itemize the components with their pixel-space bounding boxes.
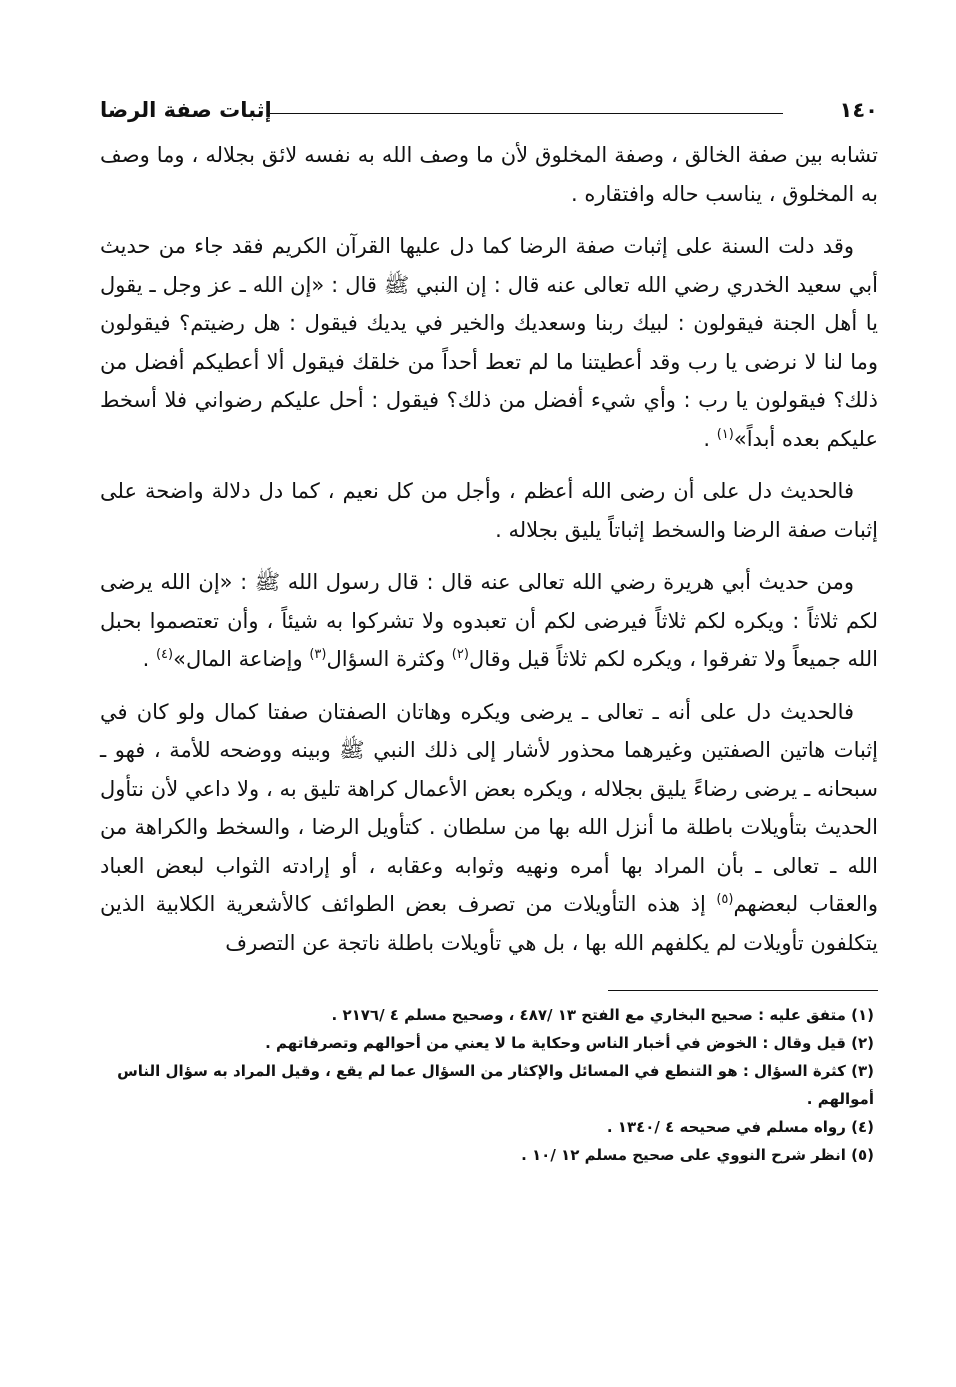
footnote-ref[interactable]: (٥) [716, 892, 734, 907]
running-header [100, 88, 878, 126]
page-number: ١٤٠ [839, 98, 878, 122]
paragraph-3: فالحديث دل على أن رضى الله أعظم ، وأجل من كل نعيم ، كما دل دلالة واضحة على إثبات صفة الرضا والسخط إثباتاً يليق بجلاله . [100, 479, 878, 542]
header-rule [270, 113, 783, 114]
footnote-ref[interactable]: (٤) [155, 647, 174, 662]
paragraph-4: ومن حديث أبي هريرة رضي الله تعالى عنه قال : قال رسول الله ﷺ : «إن الله يرضى لكم ثلاثاً : ويكره لكم ثلاثاً فيرضى لكم أن تعبدوه ولا تشركوا به شيئاً ، وأن تعتصموا بحبل الله جميعاً ولا تفرقوا ، ويكره لكم ثلاثاً قيل وقال$^{(٢)}$ وكثرة السؤال$^{(٣)}$ وإضاعة المال»$^{(٤)}$ . [100, 570, 878, 671]
footnote-1: (١) متفق عليه : صحيح البخاري مع الفتح ١٣ /٤٨٧ ، وصحيح مسلم ٤ /٢١٧٦ . [331, 1006, 874, 1024]
footnote-2: (٢) قيل وقال : الخوض في أخبار الناس وحكاية ما لا يعني من أحوالهم وتصرفاتهم . [265, 1034, 874, 1052]
footnote-4: (٤) رواه مسلم في صحيحه ٤ /١٣٤٠ . [606, 1118, 874, 1136]
footnote-divider [608, 990, 878, 991]
footnote-ref[interactable]: (٣) [309, 647, 327, 662]
book-page [100, 88, 878, 1328]
footnote-3: (٣) كثرة السؤال : هو التنطع في المسائل والإكثار من السؤال عما لم يقع ، وقيل المراد به سؤال الناس أموالهم . [117, 1062, 874, 1108]
paragraph-5: فالحديث دل على أنه ـ تعالى ـ يرضى ويكره وهاتان الصفتان صفتا كمال ولو كان في إثبات هاتين الصفتين وغيرهما محذور لأشار إلى ذلك النبي ﷺ وبينه ووضحه للأمة ، فهو ـ سبحانه ـ يرضى رضاءً يليق بجلاله ، ويكره بعض الأعمال كراهة تليق به ، ولا داعي لأن نتأول الحديث بتأويلات باطلة ما أنزل الله بها من سلطان . كتأويل الرضا ، والسخط والكراهة من الله ـ تعالى ـ بأن المراد بها أمره ونهيه وثوابه وعقابه ، أو إرادته الثواب لبعض العباد والعقاب لبعضهم$^{(٥)}$ إذ هذه التأويلات من تصرف بعض الطوائف كالأشعرية الكلابية الذين يتكلفون تأويلات لم يكلفهم الله بها ، بل هي تأويلات باطلة ناتجة عن التصرف [100, 699, 878, 955]
paragraph-1: تشابه بين صفة الخالق ، وصفة المخلوق لأن ما وصف الله به نفسه لائق بجلاله ، وما وصف به المخلوق ، يناسب حاله وافتقاره . [100, 143, 878, 206]
running-title: إثبات صفة الرضا [100, 98, 272, 122]
body-text [100, 136, 878, 962]
footnote-5: (٥) انظر شرح النووي على صحيح مسلم ١٢ /١٠ . [521, 1146, 874, 1164]
footnote-ref[interactable]: (١) [716, 426, 734, 442]
paragraph-2: وقد دلت السنة على إثبات صفة الرضا كما دل عليها القرآن الكريم فقد جاء من حديث أبي سعيد الخدري رضي الله تعالى عنه قال : إن النبي ﷺ قال : «إن الله ـ عز وجل ـ يقول يا أهل الجنة فيقولون : لبيك ربنا وسعديك والخير في يديك فيقول : هل رضيتم؟ فيقولون وما لنا لا نرضى يا رب وقد أعطيتنا ما لم تعط أحداً من خلقك فيقول ألا أعطيكم أفضل من ذلك؟ فيقولون يا رب : وأي شيء أفضل من ذلك؟ فيقول : أحل عليكم رضواني فلا أسخط عليكم بعده أبداً»$^{(١)}$ . [100, 234, 878, 451]
footnote-ref[interactable]: (٢) [451, 647, 469, 662]
footnotes [100, 1001, 878, 1169]
